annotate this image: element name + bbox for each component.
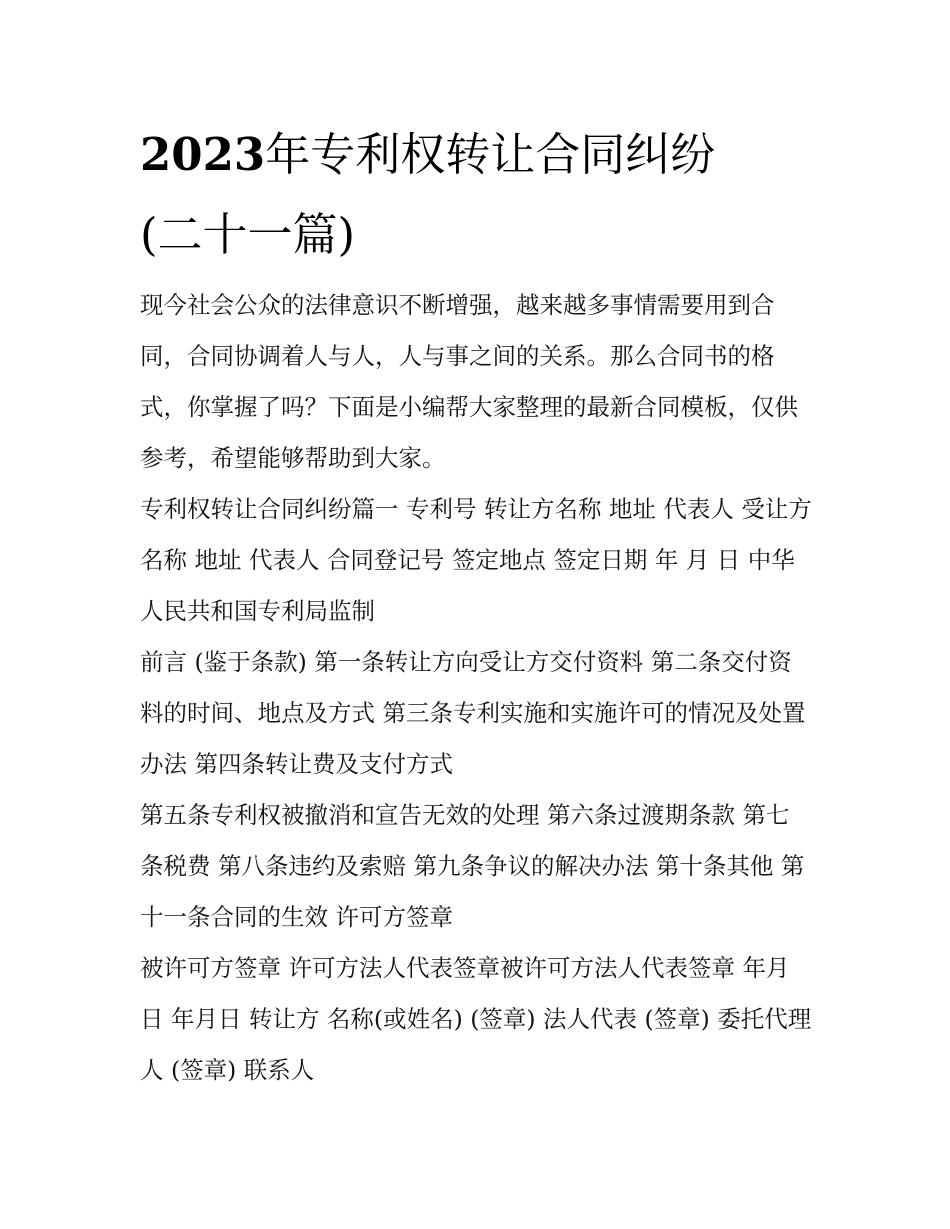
- body-paragraph: 专利权转让合同纠纷篇一 专利号 转让方名称 地址 代表人 受让方名称 地址 代表人 合同登记号 签定地点 签定日期 年 月 日 中华人民共和国专利局监制: [140, 495, 812, 625]
- document-body: [140, 280, 812, 1096]
- title-text: 年专利权转让合同纠纷: [265, 128, 716, 181]
- body-paragraph: 前言 (鉴于条款) 第一条转让方向受让方交付资料 第二条交付资料的时间、地点及方式 第三条专利实施和实施许可的情况及处置办法 第四条转让费及支付方式: [140, 648, 806, 778]
- title-year: 2023: [140, 128, 266, 181]
- title-line-1: [140, 115, 820, 195]
- document-title: [140, 115, 820, 275]
- title-line-2: (二十一篇): [140, 208, 356, 261]
- body-paragraph: 被许可方签章 许可方法人代表签章被许可方法人代表签章 年月日 年月日 转让方 名称(或姓名) (签章) 法人代表 (签章) 委托代理人 (签章) 联系人: [140, 954, 812, 1084]
- intro-paragraph: 现今社会公众的法律意识不断增强，越来越多事情需要用到合同，合同协调着人与人，人与事之间的关系。那么合同书的格式，你掌握了吗？下面是小编帮大家整理的最新合同模板，仅供参考，希望能够帮助到大家。: [140, 291, 798, 472]
- body-paragraph: 第五条专利权被撤消和宣告无效的处理 第六条过渡期条款 第七条税费 第八条违约及索赔 第九条争议的解决办法 第十条其他 第十一条合同的生效 许可方签章: [140, 801, 805, 931]
